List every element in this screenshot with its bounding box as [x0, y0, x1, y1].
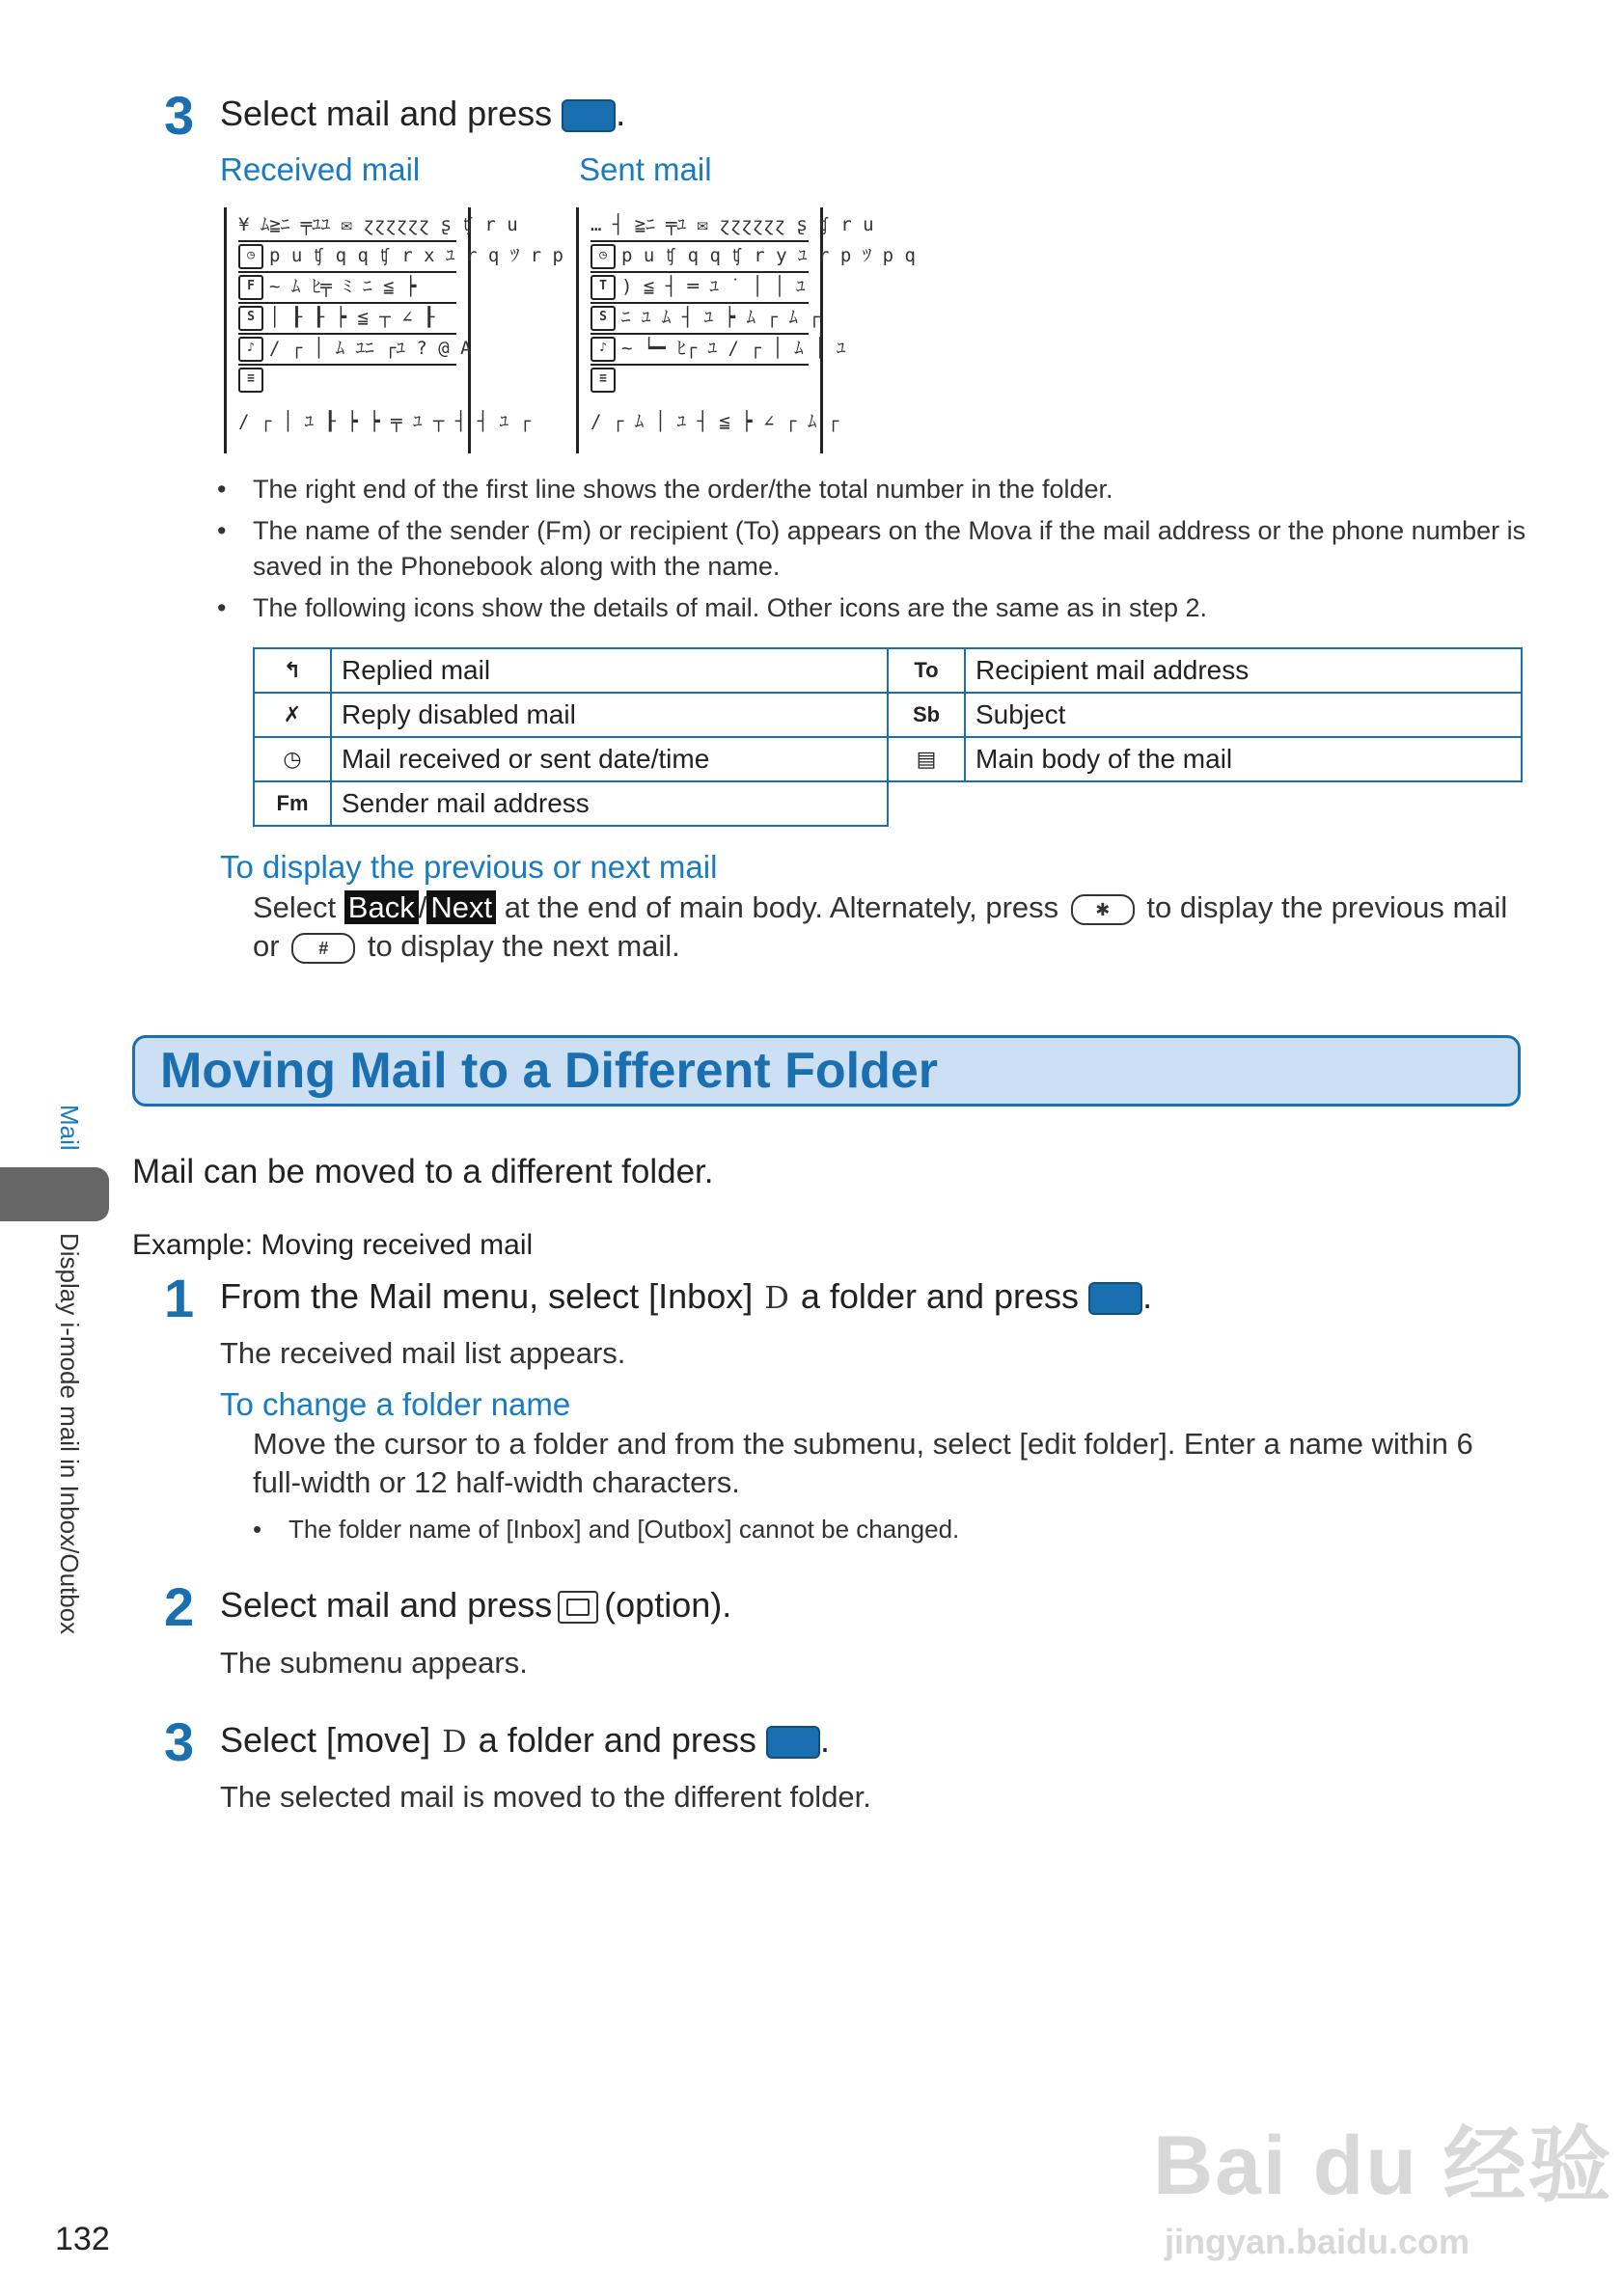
reply-disabled-icon: ✗ [254, 693, 331, 737]
note-item: • The following icons show the details of mail. Other icons are the same as in step 2. [217, 590, 1529, 626]
screen-line: ♪ / ┌ │ ﾑ ﾕﾆ ┌ﾕ ? @ A [238, 335, 456, 366]
clock-icon: ◷ [591, 244, 616, 269]
icon-legend-table [253, 647, 1523, 827]
legend-label: Sender mail address [331, 781, 888, 826]
select-key-icon [1088, 1282, 1142, 1315]
legend-label: Reply disabled mail [331, 693, 888, 737]
section-title: Moving Mail to a Different Folder [160, 1043, 939, 1099]
screen-line: ◷ p u ʧ q q ʧ r y ﾕ r p ﾂ p q [591, 242, 809, 273]
screen-line: T ) ≦ ┤ ═ ﾕ ˙ │ │ ﾕ [591, 273, 809, 304]
change-folder-heading: To change a folder name [220, 1386, 571, 1422]
step-instruction: Select mail and press . [220, 94, 626, 133]
attachment-icon: ♪ [238, 337, 263, 362]
prev-next-text: Select Back / Next at the end of main body. Alternately, press ✱ to display the previous mail or # to display the next mail. [253, 890, 1508, 963]
arrow-icon: D [764, 1279, 789, 1316]
screen-line: … ┤ ≧ﾆ ╤ﾕ ✉ ɀɀɀɀɀɀ ʂ ʧ r u [591, 211, 809, 242]
subject-icon: Sb [888, 693, 965, 737]
body-icon: ▤ [888, 737, 965, 781]
mail-key-icon [558, 1591, 598, 1624]
example-label: Example: Moving received mail [132, 1229, 534, 1261]
screen-line [591, 366, 809, 395]
screen-line: ♪ ~ ┕━ ﾋ┌ ﾕ / ┌ │ ﾑ │ ﾕ [591, 335, 809, 366]
change-folder-text: Move the cursor to a folder and from the submenu, select [edit folder]. Enter a name within 6 full-width or 12 half-width characters. [253, 1427, 1473, 1499]
screen-line [238, 366, 456, 395]
note-item: • The folder name of [Inbox] and [Outbox] cannot be changed. [253, 1512, 1507, 1547]
screen-line: F ~ ﾑ ﾋ╤ ﾐ ﾆ ≦ ┝ [238, 273, 456, 304]
clock-icon: ◷ [254, 737, 331, 781]
step-number: 2 [164, 1576, 195, 1637]
replied-icon: ↰ [254, 648, 331, 693]
select-key-icon [766, 1726, 820, 1759]
sent-mail-screen [576, 207, 916, 453]
body-icon: ≡ [238, 368, 263, 393]
sidebar-section-label: Display i-mode mail in Inbox/Outbox [55, 1233, 84, 1635]
subject-icon: S [591, 306, 616, 331]
screen-line: / ┌ ﾑ │ ﾕ ┤ ≦ ┝ ∠ ┌ ﾑ ┌ [591, 411, 839, 432]
next-softkey: Next [426, 890, 496, 924]
sent-mail-label: Sent mail [579, 151, 712, 187]
note-item: • The name of the sender (Fm) or recipient (To) appears on the Mova if the mail address or the phone number is saved in the Phonebook along with the name. [217, 513, 1529, 585]
screen-line: S ﾆ ﾕ ﾑ ┤ ﾕ ┝ ﾑ ┌ ﾑ ┌ [591, 304, 809, 335]
sidebar-mail-label: Mail [55, 1105, 84, 1151]
legend-label: Main body of the mail [965, 737, 1522, 781]
page-number: 132 [55, 2221, 110, 2257]
legend-label: Subject [965, 693, 1522, 737]
from-icon: F [238, 275, 263, 300]
back-softkey: Back [344, 890, 419, 924]
step-instruction: Select mail and press (option). [220, 1585, 732, 1625]
sidebar-tab [0, 1167, 109, 1221]
section-banner [132, 1035, 1521, 1107]
step-result: The selected mail is moved to the different folder. [220, 1780, 871, 1814]
notes-list [217, 472, 1529, 632]
screen-line: ◷ p u ʧ q q ʧ r x ﾕ r q ﾂ r p [238, 242, 456, 273]
to-icon: T [591, 275, 616, 300]
screen-line: S │ ┠ ┠ ┝ ≦ ┬ ∠ ┠ [238, 304, 456, 335]
attachment-icon: ♪ [591, 337, 616, 362]
step-text: Select mail and press [220, 94, 553, 133]
body-icon: ≡ [591, 368, 616, 393]
note-item: • The right end of the first line shows the order/the total number in the folder. [217, 472, 1529, 507]
received-mail-screen [224, 207, 563, 453]
hash-key-icon: # [291, 933, 355, 964]
prev-next-heading: To display the previous or next mail [220, 849, 718, 885]
step-number: 3 [164, 85, 195, 146]
to-icon: To [888, 648, 965, 693]
step-instruction: Select [move] D a folder and press . [220, 1720, 830, 1760]
baidu-watermark [1153, 2098, 1613, 2262]
screen-line: / ┌ │ ﾕ ┠ ┝ ┝ ╤ ﾕ ┬ ┤ ┤ ﾕ ┌ [238, 411, 532, 432]
received-mail-label: Received mail [220, 151, 421, 187]
step-result: The received mail list appears. [220, 1336, 626, 1370]
watermark-url: jingyan.baidu.com [1165, 2222, 1470, 2261]
subject-icon: S [238, 306, 263, 331]
legend-label: Mail received or sent date/time [331, 737, 888, 781]
legend-label: Recipient mail address [965, 648, 1522, 693]
screen-line: ¥ ﾑ≧ﾆ ╤ﾕﾕ ✉ ɀɀɀɀɀɀ ʂ ʧ r u [238, 211, 456, 242]
section-intro: Mail can be moved to a different folder. [132, 1153, 714, 1190]
step-number: 1 [164, 1268, 195, 1328]
from-icon: Fm [254, 781, 331, 826]
select-key-icon [562, 99, 616, 132]
step-number: 3 [164, 1711, 195, 1772]
clock-icon: ◷ [238, 244, 263, 269]
watermark-logo: Bai du 经验 [1153, 2119, 1613, 2212]
arrow-icon: D [442, 1723, 467, 1760]
legend-label: Replied mail [331, 648, 888, 693]
step-result: The submenu appears. [220, 1646, 528, 1680]
step-instruction: From the Mail menu, select [Inbox] D a folder and press . [220, 1276, 1153, 1316]
star-key-icon: ✱ [1071, 894, 1135, 925]
